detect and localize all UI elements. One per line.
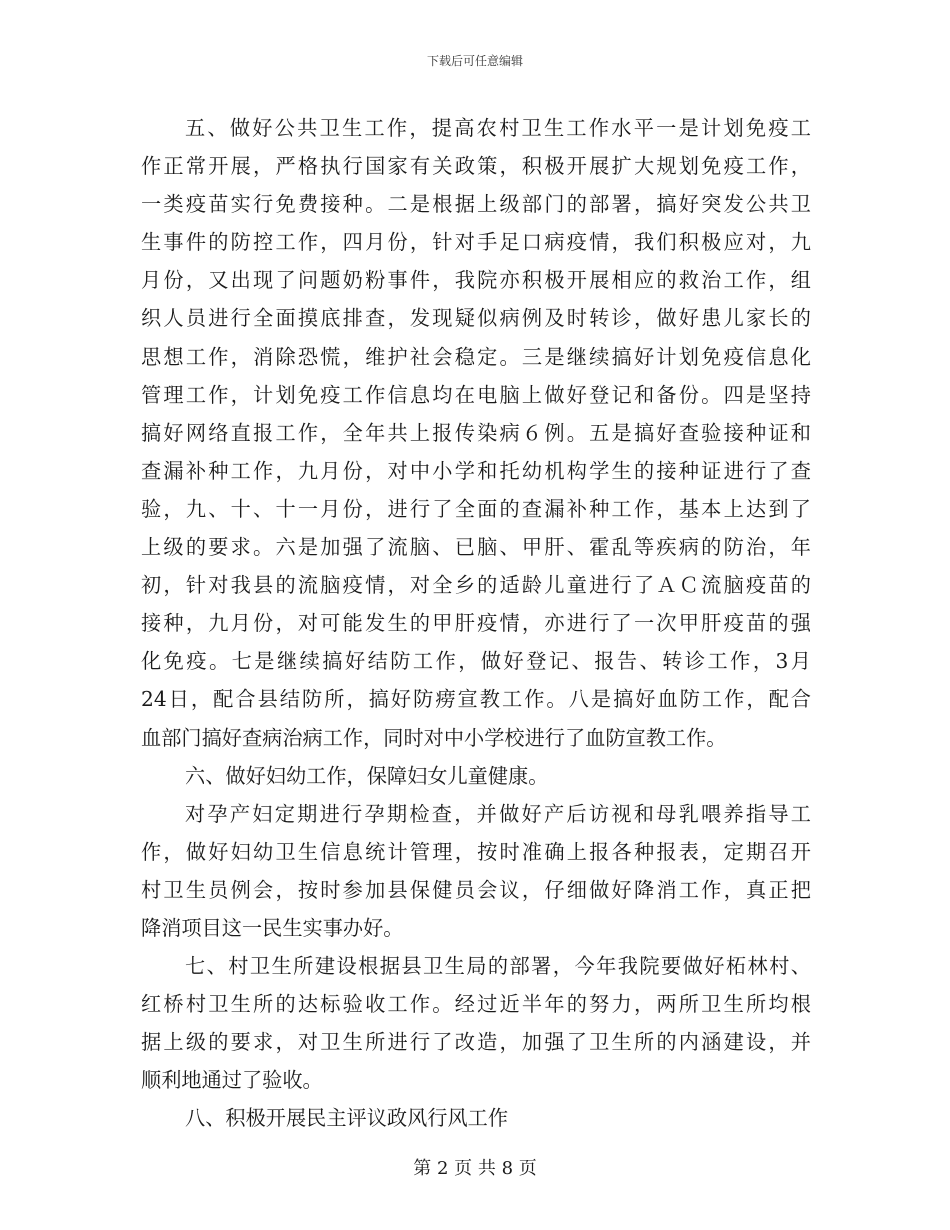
text-line: 查漏补种工作，九月份，对中小学和托幼机构学生的接种证进行了查 — [141, 458, 811, 483]
text-line: 作正常开展，严格执行国家有关政策，积极开展扩大规划免疫工作， — [141, 154, 811, 179]
text-line: 降消项目这一民生实事办好。 — [141, 915, 404, 940]
text-line: 血部门搞好查病治病工作，同时对中小学校进行了血防宣教工作。 — [141, 725, 727, 750]
text-line: 对孕产妇定期进行孕期检查，并做好产后访视和母乳喂养指导工 — [185, 801, 811, 826]
text-line: 思想工作，消除恐慌，维护社会稳定。三是继续搞好计划免疫信息化 — [141, 344, 811, 369]
text-line: 顺利地通过了验收。 — [141, 1068, 323, 1093]
document-body — [141, 109, 811, 1138]
text-line: 据上级的要求，对卫生所进行了改造，加强了卫生所的内涵建设，并 — [141, 1030, 811, 1055]
text-line: 生事件的防控工作，四月份，针对手足口病疫情，我们积极应对，九 — [141, 230, 811, 255]
text-line: 五、做好公共卫生工作，提高农村卫生工作水平一是计划免疫工 — [185, 116, 811, 140]
text-line: 红桥村卫生所的达标验收工作。经过近半年的努力，两所卫生所均根 — [141, 992, 811, 1017]
text-line: 管理工作，计划免疫工作信息均在电脑上做好登记和备份。四是坚持 — [141, 382, 811, 407]
text-line: 一类疫苗实行免费接种。二是根据上级部门的部署，搞好突发公共卫 — [141, 192, 811, 217]
text-line: 接种，九月份，对可能发生的甲肝疫情，亦进行了一次甲肝疫苗的强 — [141, 611, 811, 636]
text-line: 验，九、十、十一月份，进行了全面的查漏补种工作，基本上达到了 — [141, 496, 811, 521]
text-line: 24日，配合县结防所，搞好防痨宣教工作。八是搞好血防工作，配合 — [141, 687, 811, 712]
text-line: 村卫生员例会，按时参加县保健员会议，仔细做好降消工作，真正把 — [141, 877, 811, 902]
text-line: 月份，又出现了问题奶粉事件，我院亦积极开展相应的救治工作，组 — [141, 268, 811, 293]
page-header-note: 下载后可任意编辑 — [426, 54, 523, 68]
text-line: 搞好网络直报工作，全年共上报传染病６例。五是搞好查验接种证和 — [141, 420, 811, 445]
text-line: 化免疫。七是继续搞好结防工作，做好登记、报告、转诊工作，3月 — [141, 649, 811, 674]
text-line: 六、做好妇幼工作，保障妇女儿童健康。 — [185, 763, 549, 788]
text-line: 八、积极开展民主评议政风行风工作 — [185, 1106, 509, 1131]
text-line: 初，针对我县的流脑疫情，对全乡的适龄儿童进行了ＡＣ流脑疫苗的 — [141, 573, 811, 598]
text-line: 织人员进行全面摸底排查，发现疑似病例及时转诊，做好患儿家长的 — [141, 306, 811, 331]
text-line: 上级的要求。六是加强了流脑、已脑、甲肝、霍乱等疾病的防治，年 — [141, 535, 811, 560]
page-number-footer: 第 2 页 共 8 页 — [413, 1158, 537, 1179]
text-line: 七、村卫生所建设根据县卫生局的部署，今年我院要做好柘林村、 — [185, 954, 811, 979]
text-line: 作，做好妇幼卫生信息统计管理，按时准确上报各种报表，定期召开 — [141, 839, 811, 864]
